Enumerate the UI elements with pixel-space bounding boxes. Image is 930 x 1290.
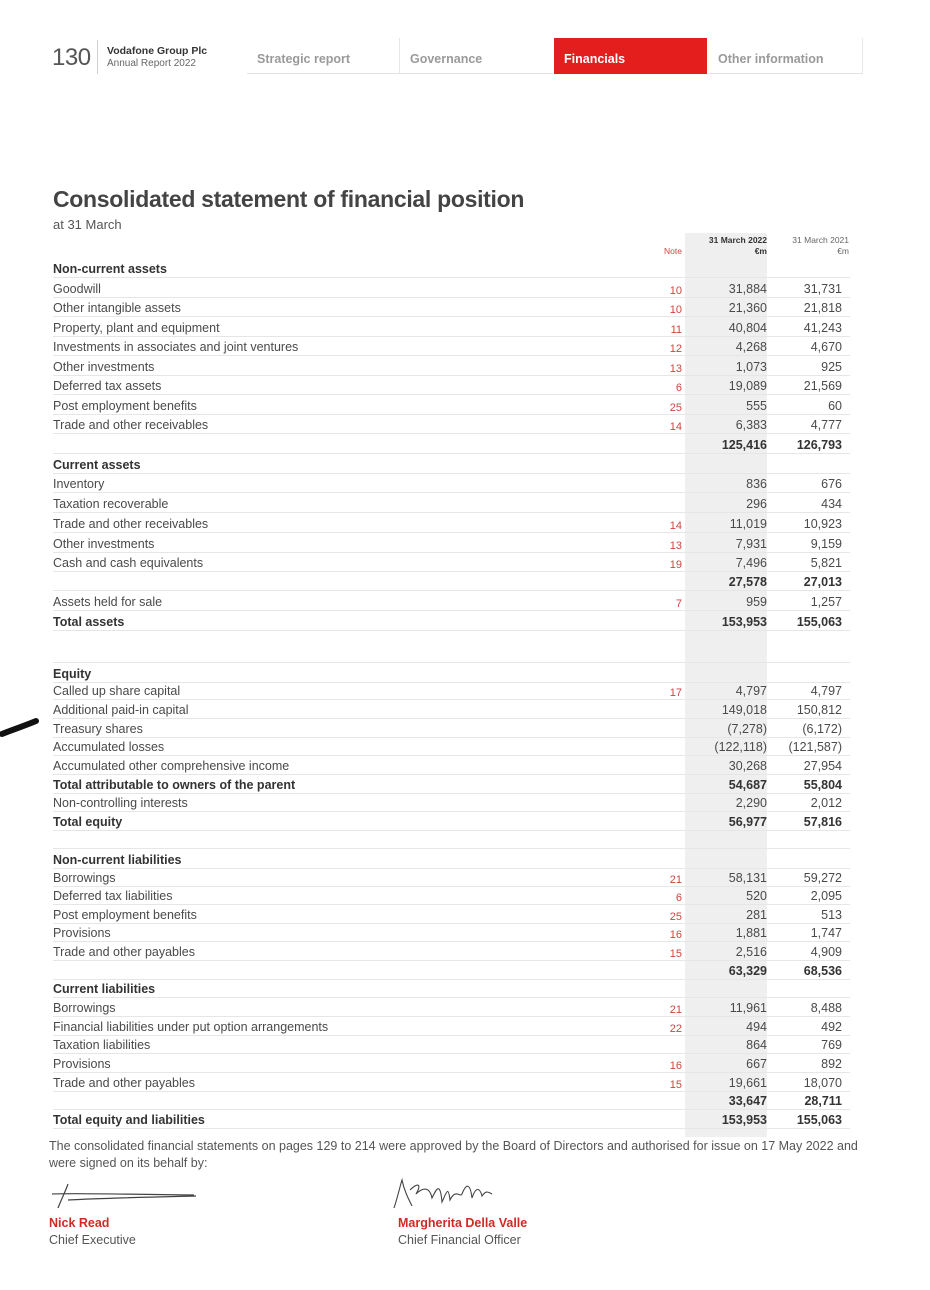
row-prior-value: 2,012 — [810, 796, 842, 810]
signature-nick-read — [44, 1178, 204, 1214]
row-prior-value: 8,488 — [810, 1001, 842, 1015]
row-label: Total assets — [53, 615, 125, 629]
row-current-value: 4,268 — [735, 340, 767, 354]
column-header-prior-unit: €m — [837, 246, 849, 256]
row-label: Assets held for sale — [53, 595, 163, 609]
row-note: 22 — [669, 1023, 682, 1035]
column-header-current-year: 31 March 2022 — [708, 235, 767, 245]
row-prior-value: 4,797 — [810, 684, 842, 698]
row-label: Trade and other receivables — [53, 517, 209, 531]
row-label: Post employment benefits — [53, 399, 197, 413]
row-label: Called up share capital — [53, 684, 181, 698]
row-label: Inventory — [53, 477, 105, 491]
column-header-note: Note — [664, 246, 682, 256]
table-row — [53, 355, 850, 376]
table-row — [53, 512, 850, 533]
row-label: Total equity — [53, 815, 123, 829]
row-label: Non-current assets — [53, 262, 167, 276]
table-row — [53, 941, 850, 961]
signature-margherita-della-valle — [388, 1176, 498, 1214]
row-label: Provisions — [53, 926, 111, 940]
row-prior-value: 492 — [821, 1020, 842, 1034]
table-row — [53, 1035, 850, 1054]
row-current-value: 864 — [746, 1038, 767, 1052]
row-label: Total attributable to owners of the parent — [53, 778, 296, 792]
table-row — [53, 997, 850, 1017]
row-current-value: 555 — [746, 399, 767, 413]
subtotal-row — [53, 571, 850, 591]
row-note: 16 — [669, 929, 682, 941]
row-label: Provisions — [53, 1057, 111, 1071]
row-current-value: 125,416 — [721, 438, 767, 452]
row-prior-value: 1,257 — [810, 595, 842, 609]
row-current-value: 30,268 — [728, 759, 767, 773]
table-row — [53, 923, 850, 942]
row-prior-value: 155,063 — [796, 1113, 842, 1127]
row-label: Equity — [53, 667, 92, 681]
row-current-value: 2,516 — [735, 945, 767, 959]
tab-financials[interactable]: Financials — [554, 38, 707, 74]
row-note: 7 — [675, 598, 682, 610]
row-label: Borrowings — [53, 1001, 116, 1015]
total-row — [53, 811, 850, 831]
row-note: 13 — [669, 540, 682, 552]
row-prior-value: 27,013 — [803, 575, 842, 589]
row-current-value: 281 — [746, 908, 767, 922]
row-note: 21 — [669, 1004, 682, 1016]
row-label: Trade and other payables — [53, 1076, 195, 1090]
total-row — [53, 774, 850, 794]
row-note: 15 — [669, 948, 682, 960]
report-name: Annual Report 2022 — [107, 58, 196, 69]
row-prior-value: 60 — [828, 399, 842, 413]
row-label: Post employment benefits — [53, 908, 197, 922]
row-note: 6 — [675, 382, 682, 394]
row-prior-value: 769 — [821, 1038, 842, 1052]
row-current-value: 33,647 — [728, 1094, 767, 1108]
table-row — [53, 336, 850, 356]
row-note: 11 — [670, 324, 682, 336]
tab-strategic-report[interactable]: Strategic report — [247, 38, 399, 74]
column-header-prior — [767, 235, 849, 257]
column-header-prior-year: 31 March 2021 — [792, 235, 849, 245]
row-note: 17 — [669, 687, 682, 699]
row-prior-value: 10,923 — [803, 517, 842, 531]
row-current-value: (122,118) — [714, 740, 767, 754]
row-current-value: 56,977 — [728, 815, 767, 829]
row-label: Additional paid-in capital — [53, 703, 189, 717]
row-prior-value: 513 — [821, 908, 842, 922]
row-label: Current assets — [53, 458, 141, 472]
row-current-value: 667 — [746, 1057, 767, 1071]
row-prior-value: 9,159 — [810, 537, 842, 551]
row-label: Current liabilities — [53, 982, 156, 996]
signer-name: Nick Read — [49, 1216, 110, 1230]
table-row — [53, 473, 850, 493]
row-prior-value: 155,063 — [796, 615, 842, 629]
signer-role: Chief Executive — [49, 1233, 136, 1247]
row-label: Other investments — [53, 537, 155, 551]
row-note: 10 — [669, 304, 682, 316]
approval-statement: The consolidated financial statements on pages 129 to 214 were approved by the Board of Directors and authorised for issue on 17 May 2022 and were signed on its behalf by: — [49, 1139, 858, 1170]
row-note: 10 — [669, 285, 682, 297]
row-prior-value: 55,804 — [803, 778, 842, 792]
row-prior-value: 5,821 — [810, 556, 842, 570]
tab-governance[interactable]: Governance — [400, 38, 553, 74]
row-current-value: 296 — [746, 497, 767, 511]
section-header-row — [53, 453, 850, 474]
row-prior-value: 57,816 — [803, 815, 842, 829]
table-row — [53, 793, 850, 812]
row-prior-value: 2,095 — [810, 889, 842, 903]
row-prior-value: 150,812 — [796, 703, 842, 717]
table-row — [53, 414, 850, 434]
row-note: 25 — [669, 911, 682, 923]
table-row — [53, 492, 850, 513]
row-note: 12 — [669, 343, 682, 355]
row-prior-value: (6,172) — [802, 722, 842, 736]
row-note: 16 — [669, 1060, 682, 1072]
row-current-value: 11,961 — [729, 1001, 767, 1015]
row-current-value: 959 — [746, 595, 767, 609]
row-current-value: 836 — [746, 477, 767, 491]
row-note: 14 — [669, 421, 682, 433]
subtotal-row — [53, 433, 850, 454]
row-prior-value: 21,818 — [803, 301, 842, 315]
row-current-value: 7,496 — [735, 556, 767, 570]
row-current-value: 19,089 — [728, 379, 767, 393]
row-current-value: 520 — [746, 889, 767, 903]
total-row — [53, 610, 850, 631]
tab-divider — [862, 38, 863, 74]
row-current-value: 149,018 — [721, 703, 767, 717]
pen-mark-decoration — [0, 712, 40, 742]
row-prior-value: 21,569 — [803, 379, 842, 393]
row-note: 13 — [669, 363, 682, 375]
row-label: Property, plant and equipment — [53, 321, 220, 335]
row-label: Other investments — [53, 360, 155, 374]
section-header-row — [53, 662, 850, 683]
row-label: Trade and other payables — [53, 945, 195, 959]
row-prior-value: 28,711 — [804, 1094, 842, 1108]
row-label: Deferred tax assets — [53, 379, 162, 393]
row-current-value: 494 — [746, 1020, 767, 1034]
table-row — [53, 867, 850, 887]
section-header-row — [53, 848, 850, 869]
section-header-row — [53, 979, 850, 998]
header-divider — [97, 40, 98, 74]
subtotal-row — [53, 1091, 850, 1110]
row-label: Deferred tax liabilities — [53, 889, 173, 903]
table-row — [53, 1053, 850, 1073]
row-label: Borrowings — [53, 871, 116, 885]
table-row — [53, 886, 850, 905]
table-row — [53, 755, 850, 775]
row-note: 6 — [675, 892, 682, 904]
company-name: Vodafone Group Plc — [107, 45, 208, 57]
row-label: Financial liabilities under put option arrangements — [53, 1020, 329, 1034]
row-note: 15 — [669, 1079, 682, 1091]
table-row — [53, 316, 850, 337]
table-row — [53, 681, 850, 700]
table-row — [53, 532, 850, 553]
row-prior-value: 18,070 — [803, 1076, 842, 1090]
row-label: Accumulated losses — [53, 740, 165, 754]
row-label: Cash and cash equivalents — [53, 556, 204, 570]
subtotal-row — [53, 960, 850, 980]
table-row — [53, 1072, 850, 1092]
row-note: 19 — [669, 559, 682, 571]
row-prior-value: 4,909 — [810, 945, 842, 959]
row-label: Other intangible assets — [53, 301, 181, 315]
row-prior-value: 59,272 — [803, 871, 842, 885]
row-current-value: 2,290 — [735, 796, 767, 810]
row-label: Trade and other receivables — [53, 418, 209, 432]
table-row — [53, 590, 850, 611]
total-row — [53, 1109, 850, 1129]
table-row — [53, 1016, 850, 1036]
row-prior-value: 676 — [821, 477, 842, 491]
row-label: Non-current liabilities — [53, 853, 182, 867]
row-label: Taxation recoverable — [53, 497, 169, 511]
row-current-value: 7,931 — [735, 537, 767, 551]
column-header-current — [685, 235, 767, 257]
page-title: Consolidated statement of financial position — [53, 186, 525, 212]
row-label: Investments in associates and joint ventures — [53, 340, 299, 354]
row-prior-value: (121,587) — [788, 740, 842, 754]
row-prior-value: 892 — [821, 1057, 842, 1071]
row-current-value: 1,073 — [735, 360, 767, 374]
row-current-value: 4,797 — [735, 684, 767, 698]
row-note: 25 — [669, 402, 682, 414]
row-label: Taxation liabilities — [53, 1038, 151, 1052]
row-prior-value: 68,536 — [803, 964, 842, 978]
row-note: 14 — [669, 520, 682, 532]
row-prior-value: 4,777 — [810, 418, 842, 432]
row-current-value: 153,953 — [721, 1113, 767, 1127]
column-header-current-unit: €m — [754, 246, 767, 256]
row-current-value: 1,881 — [735, 926, 767, 940]
table-row — [53, 718, 850, 738]
table-row — [53, 552, 850, 572]
row-label: Treasury shares — [53, 722, 143, 736]
row-current-value: 27,578 — [728, 575, 767, 589]
table-row — [53, 904, 850, 924]
row-current-value: 54,687 — [728, 778, 767, 792]
row-prior-value: 41,243 — [803, 321, 842, 335]
page-subtitle: at 31 March — [53, 217, 122, 232]
row-prior-value: 925 — [821, 360, 842, 374]
table-row — [53, 375, 850, 395]
signer-name: Margherita Della Valle — [398, 1216, 528, 1230]
row-label: Goodwill — [53, 282, 101, 296]
section-header-row — [53, 257, 850, 278]
table-row — [53, 737, 850, 756]
row-prior-value: 4,670 — [810, 340, 842, 354]
table-row — [53, 699, 850, 719]
table-row — [53, 297, 850, 317]
row-prior-value: 434 — [821, 497, 842, 511]
row-current-value: 58,131 — [728, 871, 767, 885]
row-current-value: 6,383 — [735, 418, 767, 432]
row-current-value: 63,329 — [728, 964, 767, 978]
signer-role: Chief Financial Officer — [398, 1233, 521, 1247]
row-current-value: (7,278) — [727, 722, 767, 736]
row-current-value: 153,953 — [721, 615, 767, 629]
row-current-value: 19,661 — [728, 1076, 767, 1090]
table-row — [53, 277, 850, 298]
row-prior-value: 27,954 — [803, 759, 842, 773]
page-number: 130 — [52, 44, 91, 71]
row-prior-value: 31,731 — [803, 282, 842, 296]
tab-other-information[interactable]: Other information — [708, 38, 862, 74]
row-prior-value: 1,747 — [810, 926, 842, 940]
row-label: Non-controlling interests — [53, 796, 188, 810]
row-current-value: 40,804 — [728, 321, 767, 335]
row-label: Total equity and liabilities — [53, 1113, 205, 1127]
row-current-value: 21,360 — [728, 301, 767, 315]
row-current-value: 31,884 — [728, 282, 767, 296]
table-row — [53, 394, 850, 415]
row-prior-value: 126,793 — [796, 438, 842, 452]
row-label: Accumulated other comprehensive income — [53, 759, 290, 773]
row-note: 21 — [669, 874, 682, 886]
row-current-value: 11,019 — [729, 517, 767, 531]
